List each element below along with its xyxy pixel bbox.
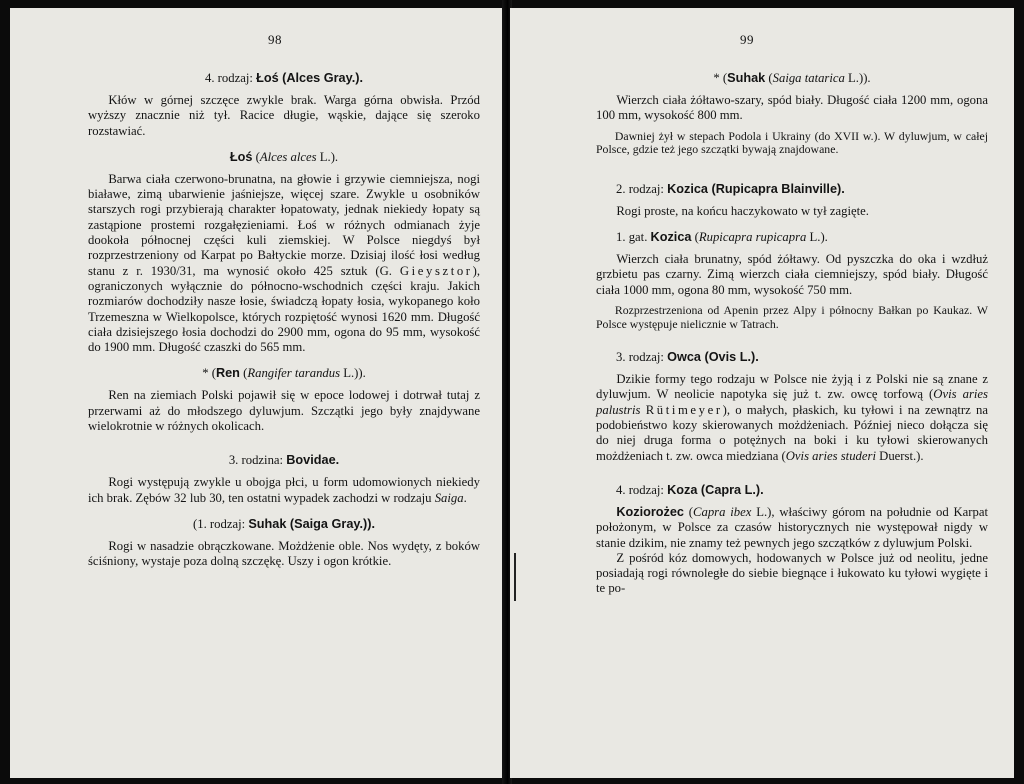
right-page: [510, 8, 1014, 778]
family-heading-bovidae: 3. rodzina: Bovidae.: [228, 453, 340, 468]
paragraph-saiga-genus-description: Rogi w nasadzie obrączkowane. Możdżenie oble. Nos wydęty, z boków ściśniony, wystaje poza dolną szczękę. Uszy i ogon krótkie.: [88, 538, 480, 569]
page-number-right: 99: [740, 32, 754, 47]
paragraph-elk-description: Barwa ciała czerwono-brunatna, na głowie i grzywie ciemniejsza, nogi białawe, zimą ubarwienie jaśniejsze, więcej szare. Zwykle u osobników starszych rogi przybierają charakter łopatowaty, jednak niekiedy łopaty są zastąpione prostemi rozgałęzieniami. Łoś w różnych odmianach żyje dookoła północnej części kuli ziemskiej. W Polsce niegdyś był rozprzestrzeniony od Karpat po Bałtyckie morze. Dzisiaj ilość łosi według stanu z r. 1930/31, ma wynosić około 425 sztuk (G. Gieysztor), ograniczonych wyłącznie do północno-wschodnich części kraju. Jakich rozmiarów dochodziły nasze łosie, świadczą łopaty łosia, wykopanego koło Trzemeszna w Wielkopolsce, których rozpiętość wynosi 1620 mm. Długość ciała dzisiejszego łosia dochodzi do 2900 mm, ogona do 95 mm, wysokość do 1900 mm. Długość czaszki do 565 mm.: [88, 171, 481, 355]
left-column: [88, 70, 480, 570]
section-heading-genus-rupicapra: 2. rodzaj: Kozica (Rupicapra Blainville).: [616, 181, 845, 196]
paragraph-domestic-goats: Z pośród kóz domowych, hodowanych w Polsce już od neolitu, jedne posiadają rogi równoległe do siebie biegnące i łukowato ku tyłowi wygięte i te po-: [596, 550, 988, 596]
species-heading-alces-alces: Łoś (Alces alces L.).: [229, 149, 339, 164]
paragraph-saiga-description: Wierzch ciała żółtawo-szary, spód biały. Długość ciała 1200 mm, ogona 100 mm, wysokość 800 mm.: [596, 93, 988, 123]
scan-edge-mark: [514, 553, 516, 601]
species-heading-chamois: 1. gat. Kozica (Rupicapra rupicapra L.).: [616, 230, 828, 245]
page-number-left: 98: [268, 32, 282, 47]
paragraph-ibex-description: Koziorożec (Capra ibex L.), właściwy górom na południe od Karpat położonym, w Polsce za czasów historycznych nie występował nigdy w stanie dzikim, nie znamy też pewnych jego szczątków z dyluwjum Polski.: [596, 504, 988, 550]
left-page: [10, 8, 504, 778]
species-heading-saiga-tatarica: * (Suhak (Saiga tatarica L.)).: [713, 71, 871, 85]
right-column: [596, 70, 988, 597]
section-heading-genus-capra: 4. rodzaj: Koza (Capra L.).: [616, 482, 764, 497]
paragraph-genus-description: Kłów w górnej szczęce zwykle brak. Warga górna obwisła. Przód wyższy znacznie niż tył. Racice długie, wąskie, dające się szeroko rozstawiać.: [88, 93, 480, 138]
section-heading-genus-alces: 4. rodzaj: Łoś (Alces Gray.).: [204, 71, 364, 85]
paragraph-chamois-range: Rozprzestrzeniona od Apenin przez Alpy i północny Bałkan po Kaukaz. W Polsce występuje nielicznie w Tatrach.: [596, 302, 988, 331]
paragraph-reindeer-description: Ren na ziemiach Polski pojawił się w epoce lodowej i dotrwał tutaj z przerwami aż do młodszego dyluwjum. Szczątki jego były znajdywane wielokrotnie w różnych okolicach.: [88, 388, 480, 434]
paragraph-saiga-range: Dawniej żył w stepach Podola i Ukrainy (do XVII w.). W dyluwjum, w całej Polsce, gdzie też jego szczątki bywają znajdowane.: [596, 128, 988, 157]
paragraph-ovis-description: Dzikie formy tego rodzaju w Polsce nie żyją i z Polski nie są znane z dyluwjum. W neolicie napotyka się już t. zw. owcę torfową (Ovis aries palustris Rütimeyer), o małych, płaskich, ku tyłowi i na zewnątrz na podobieństwo kozy skierowanych możdżeniach. Później nieco dołącza się do niej druga forma o potężnych na boki i ku tyłowi skierowanych możdżeniach t. zw. owca miedziana (Ovis aries studeri Duerst.).: [596, 372, 988, 463]
species-heading-reindeer: * (Ren (Rangifer tarandus L.)).: [202, 366, 366, 381]
paragraph-chamois-description: Wierzch ciała brunatny, spód żółtawy. Od pyszczka do oka i wzdłuż grzbietu pas czarny. Zimą wierzch ciała ciemniejszy, spód biały. Długość ciała 1000 mm, ogona 80 mm, wysokość 750 mm.: [596, 252, 988, 297]
section-heading-genus-saiga: (1. rodzaj: Suhak (Saiga Gray.)).: [193, 516, 375, 531]
paragraph-bovidae-description: Rogi występują zwykle u obojga płci, u form udomowionych niekiedy ich brak. Zębów 32 lub 30, ten ostatni wypadek zachodzi w rodzaju Saiga.: [88, 475, 480, 505]
paragraph-rupicapra-genus: Rogi proste, na końcu haczykowato w tył zagięte.: [616, 203, 869, 218]
section-heading-genus-ovis: 3. rodzaj: Owca (Ovis L.).: [616, 350, 759, 365]
